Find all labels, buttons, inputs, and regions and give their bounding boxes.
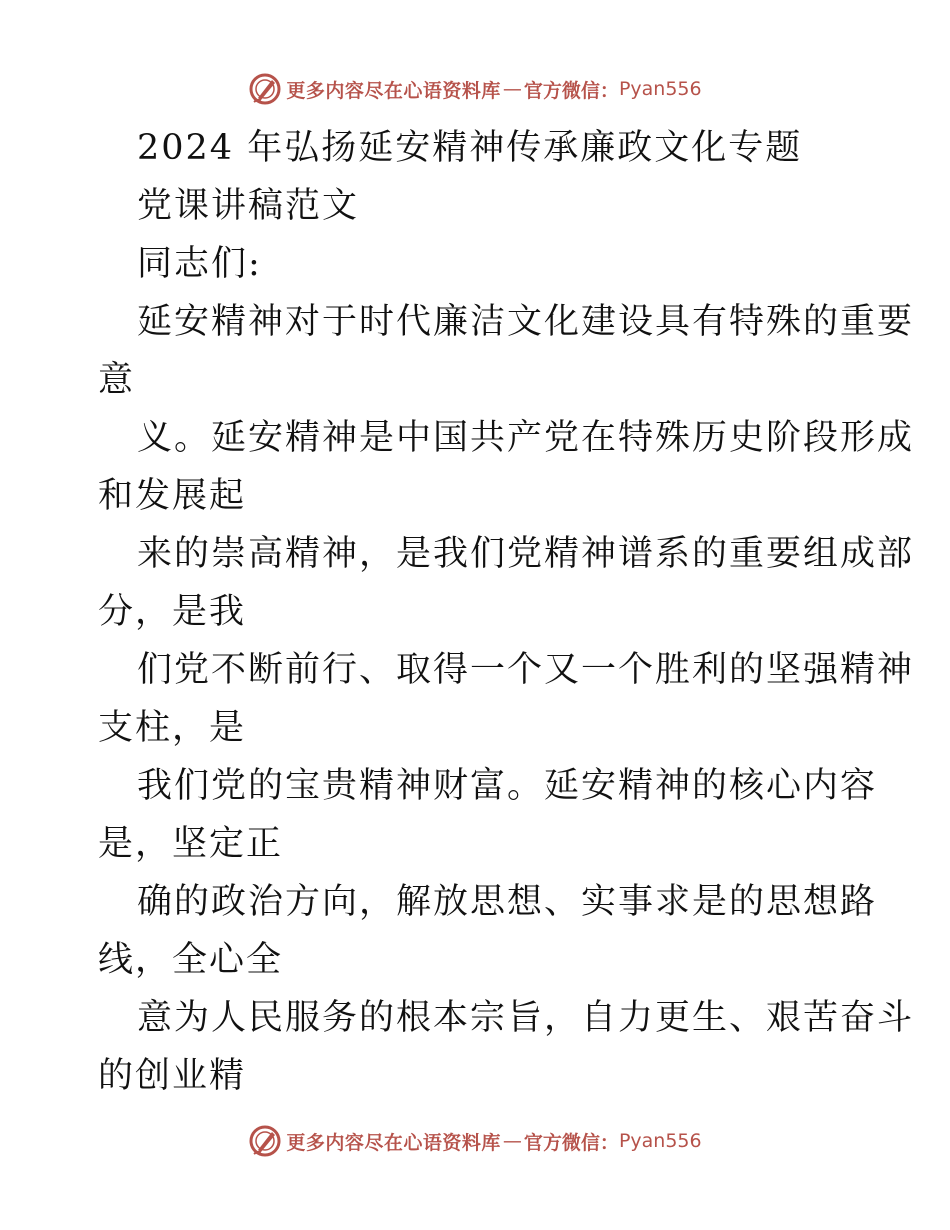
body-line: 意 [98,360,136,400]
doc-salutation: 同志们: [137,244,262,284]
header-banner [0,72,950,106]
quill-logo-icon [248,1124,282,1158]
body-line: 义。延安精神是中国共产党在特殊历史阶段形成 [137,418,915,458]
doc-title-line-1: 2024 年弘扬延安精神传承廉政文化专题 [137,128,803,168]
banner-dash: — [502,78,522,100]
body-line: 延安精神对于时代廉洁文化建设具有特殊的重要 [137,302,915,342]
banner-title: 更多内容尽在心语资料库 [286,79,501,102]
footer-banner [0,1124,950,1158]
body-line: 的创业精 [98,1056,247,1096]
body-line: 来的崇高精神，是我们党精神谱系的重要组成部 [137,534,915,574]
banner-wechat-id: Pyan556 [618,1130,702,1152]
quill-logo-icon [248,72,282,106]
doc-title-line-2: 党课讲稿范文 [137,186,360,226]
banner-official-label: 官方微信： [523,79,619,102]
body-line: 我们党的宝贵精神财富。延安精神的核心内容 [137,766,878,806]
banner-wechat-id: Pyan556 [618,78,702,100]
banner-dash: — [502,1130,522,1152]
body-line: 意为人民服务的根本宗旨，自力更生、艰苦奋斗 [137,998,915,1038]
body-line: 确的政治方向，解放思想、实事求是的思想路 [137,882,878,922]
body-line: 支柱，是 [98,708,247,748]
body-line: 们党不断前行、取得一个又一个胜利的坚强精神 [137,650,915,690]
banner-official-label: 官方微信： [523,1131,619,1154]
body-line: 线，全心全 [98,940,284,980]
body-line: 和发展起 [98,476,247,516]
body-line: 分，是我 [98,592,247,632]
banner-title: 更多内容尽在心语资料库 [286,1131,501,1154]
body-line: 是，坚定正 [98,824,284,864]
